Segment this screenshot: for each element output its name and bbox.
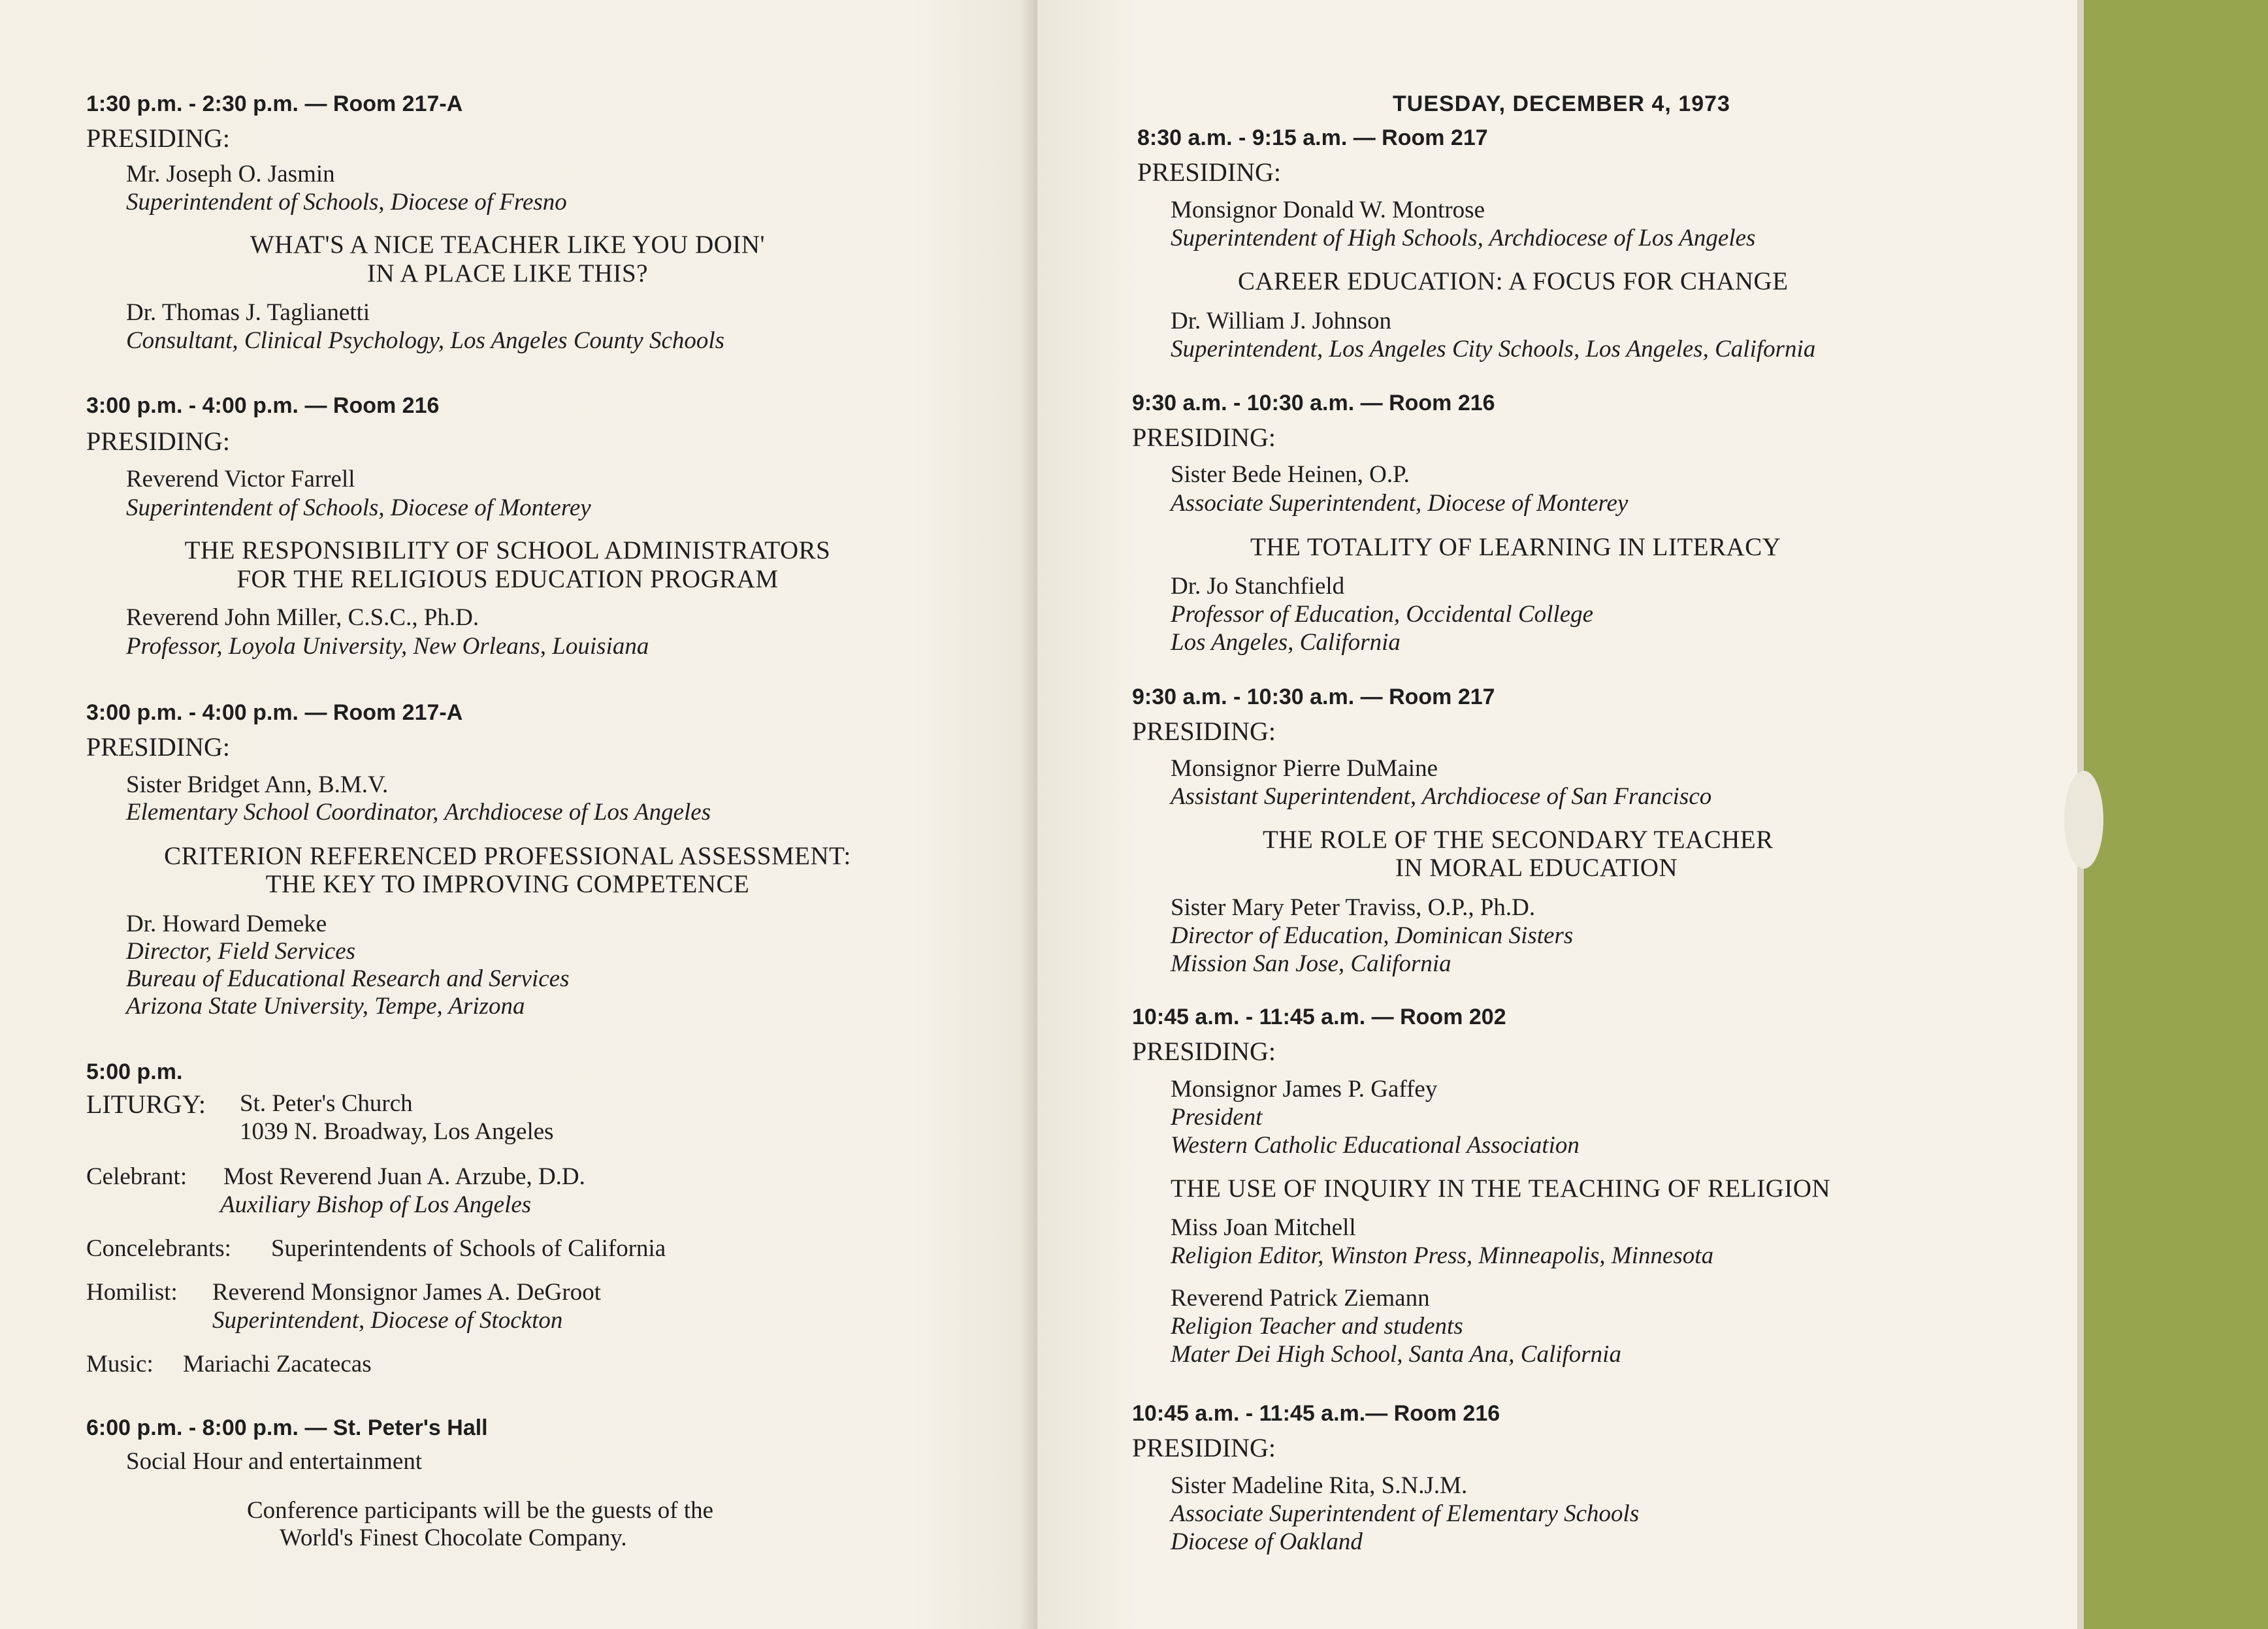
session-title: THE USE OF INQUIRY IN THE TEACHING OF RELIGION: [1171, 1174, 1831, 1202]
session-title: IN A PLACE LIKE THIS?: [366, 259, 649, 287]
speaker-role: Director of Education, Dominican Sisters: [1171, 922, 1574, 949]
presider-role: Western Catholic Educational Association: [1171, 1132, 1580, 1159]
session-title: THE TOTALITY OF LEARNING IN LITERACY: [1250, 533, 1781, 561]
concelebrants-value: Superintendents of Schools of California: [271, 1235, 666, 1262]
presider-role: Diocese of Oakland: [1171, 1528, 1363, 1555]
liturgy-address: 1039 N. Broadway, Los Angeles: [240, 1118, 554, 1145]
homilist-label: Homilist:: [86, 1279, 178, 1306]
session-time: 5:00 p.m.: [86, 1059, 183, 1084]
speaker-name: Dr. William J. Johnson: [1171, 308, 1392, 334]
right-page: [1037, 0, 2084, 1629]
presider-role: Associate Superintendent, Diocese of Monterey: [1171, 490, 1628, 517]
session-title: WHAT'S A NICE TEACHER LIKE YOU DOIN': [250, 231, 766, 259]
speaker-role: Consultant, Clinical Psychology, Los Angeles County Schools: [126, 327, 725, 354]
session-title: IN MORAL EDUCATION: [1395, 854, 1678, 882]
session-time: 8:30 a.m. - 9:15 a.m. — Room 217: [1137, 125, 1488, 150]
speaker-role: Superintendent, Los Angeles City Schools, Los Angeles, California: [1171, 336, 1816, 363]
celebrant-label: Celebrant:: [86, 1163, 187, 1190]
speaker-role: Mission San Jose, California: [1171, 950, 1451, 977]
presider-name: Sister Madeline Rita, S.N.J.M.: [1171, 1472, 1468, 1499]
presider-name: Sister Bridget Ann, B.M.V.: [126, 771, 389, 798]
session-time: 9:30 a.m. - 10:30 a.m. — Room 216: [1132, 391, 1495, 415]
note-line: World's Finest Chocolate Company.: [280, 1524, 627, 1551]
session-desc: Social Hour and entertainment: [126, 1448, 423, 1475]
cover-notch: [2064, 771, 2103, 869]
session-time: 3:00 p.m. - 4:00 p.m. — Room 216: [86, 393, 440, 418]
presider-name: Reverend Victor Farrell: [126, 466, 355, 492]
speaker-name: Miss Joan Mitchell: [1171, 1214, 1356, 1241]
presider-name: Sister Bede Heinen, O.P.: [1171, 461, 1410, 488]
presider-role: Superintendent of Schools, Diocese of Fresno: [126, 189, 567, 216]
speaker-name: Reverend John Miller, C.S.C., Ph.D.: [126, 604, 479, 631]
session-title: CAREER EDUCATION: A FOCUS FOR CHANGE: [1238, 267, 1789, 295]
homilist-name: Reverend Monsignor James A. DeGroot: [212, 1279, 601, 1306]
speaker-name: Dr. Jo Stanchfield: [1171, 573, 1345, 600]
session-time: 10:45 a.m. - 11:45 a.m. — Room 202: [1132, 1005, 1506, 1029]
homilist-role: Superintendent, Diocese of Stockton: [212, 1307, 563, 1334]
day-heading: TUESDAY, DECEMBER 4, 1973: [1393, 91, 1730, 116]
speaker-name: Dr. Howard Demeke: [126, 911, 327, 937]
speaker-name: Dr. Thomas J. Taglianetti: [126, 299, 370, 326]
session-time: 9:30 a.m. - 10:30 a.m. — Room 217: [1132, 685, 1495, 709]
presider-name: Monsignor Donald W. Montrose: [1171, 197, 1485, 223]
music-label: Music:: [86, 1351, 154, 1378]
presiding-label: PRESIDING:: [1137, 157, 1282, 187]
speaker-role: Religion Teacher and students: [1171, 1313, 1463, 1340]
session-time: 3:00 p.m. - 4:00 p.m. — Room 217-A: [86, 700, 463, 725]
speaker-role: Los Angeles, California: [1171, 629, 1401, 656]
speaker-role: Professor of Education, Occidental College: [1171, 601, 1594, 628]
left-page: [0, 0, 1037, 1629]
presiding-label: PRESIDING:: [86, 732, 231, 762]
session-time: 1:30 p.m. - 2:30 p.m. — Room 217-A: [86, 91, 463, 116]
presiding-label: PRESIDING:: [1132, 717, 1276, 746]
music-value: Mariachi Zacatecas: [183, 1351, 372, 1378]
presider-role: Superintendent of High Schools, Archdiocese of Los Angeles: [1171, 225, 1756, 251]
speaker-name: Sister Mary Peter Traviss, O.P., Ph.D.: [1171, 894, 1536, 921]
presiding-label: PRESIDING:: [1132, 423, 1276, 452]
celebrant-role: Auxiliary Bishop of Los Angeles: [220, 1191, 532, 1218]
session-time: 6:00 p.m. - 8:00 p.m. — St. Peter's Hall: [86, 1415, 488, 1440]
presider-role: Assistant Superintendent, Archdiocese of San Francisco: [1171, 783, 1712, 810]
speaker-role: Professor, Loyola University, New Orleans, Louisiana: [126, 633, 649, 660]
presider-name: Monsignor Pierre DuMaine: [1171, 755, 1438, 782]
session-title: CRITERION REFERENCED PROFESSIONAL ASSESSMENT:: [164, 842, 851, 870]
celebrant-name: Most Reverend Juan A. Arzube, D.D.: [223, 1163, 585, 1190]
speaker-role: Arizona State University, Tempe, Arizona: [126, 993, 525, 1020]
session-title: THE KEY TO IMPROVING COMPETENCE: [265, 870, 750, 898]
note-line: Conference participants will be the guests of the: [247, 1497, 714, 1524]
presiding-label: PRESIDING:: [1132, 1433, 1276, 1462]
session-time: 10:45 a.m. - 11:45 a.m.— Room 216: [1132, 1401, 1500, 1426]
presider-role: Superintendent of Schools, Diocese of Monterey: [126, 494, 591, 521]
session-title: THE RESPONSIBILITY OF SCHOOL ADMINISTRATORS: [184, 536, 831, 564]
concelebrants-label: Concelebrants:: [86, 1235, 231, 1262]
presider-role: President: [1171, 1104, 1263, 1131]
presider-name: Mr. Joseph O. Jasmin: [126, 161, 335, 187]
presider-role: Associate Superintendent of Elementary Schools: [1171, 1500, 1640, 1527]
presider-role: Elementary School Coordinator, Archdiocese of Los Angeles: [126, 799, 711, 826]
liturgy-place: St. Peter's Church: [240, 1090, 413, 1117]
presiding-label: PRESIDING:: [86, 123, 231, 153]
speaker-role: Mater Dei High School, Santa Ana, California: [1171, 1341, 1621, 1368]
presiding-label: PRESIDING:: [1132, 1037, 1276, 1066]
session-title: FOR THE RELIGIOUS EDUCATION PROGRAM: [236, 565, 779, 593]
speaker-role: Bureau of Educational Research and Services: [126, 965, 570, 992]
presiding-label: PRESIDING:: [86, 427, 231, 456]
speaker-role: Director, Field Services: [126, 938, 356, 965]
session-title: THE ROLE OF THE SECONDARY TEACHER: [1263, 826, 1774, 854]
green-cover: [2084, 0, 2268, 1629]
speaker-role: Religion Editor, Winston Press, Minneapolis, Minnesota: [1171, 1242, 1714, 1269]
presider-name: Monsignor James P. Gaffey: [1171, 1076, 1438, 1103]
liturgy-label: LITURGY:: [86, 1089, 206, 1119]
speaker-name: Reverend Patrick Ziemann: [1171, 1285, 1430, 1312]
